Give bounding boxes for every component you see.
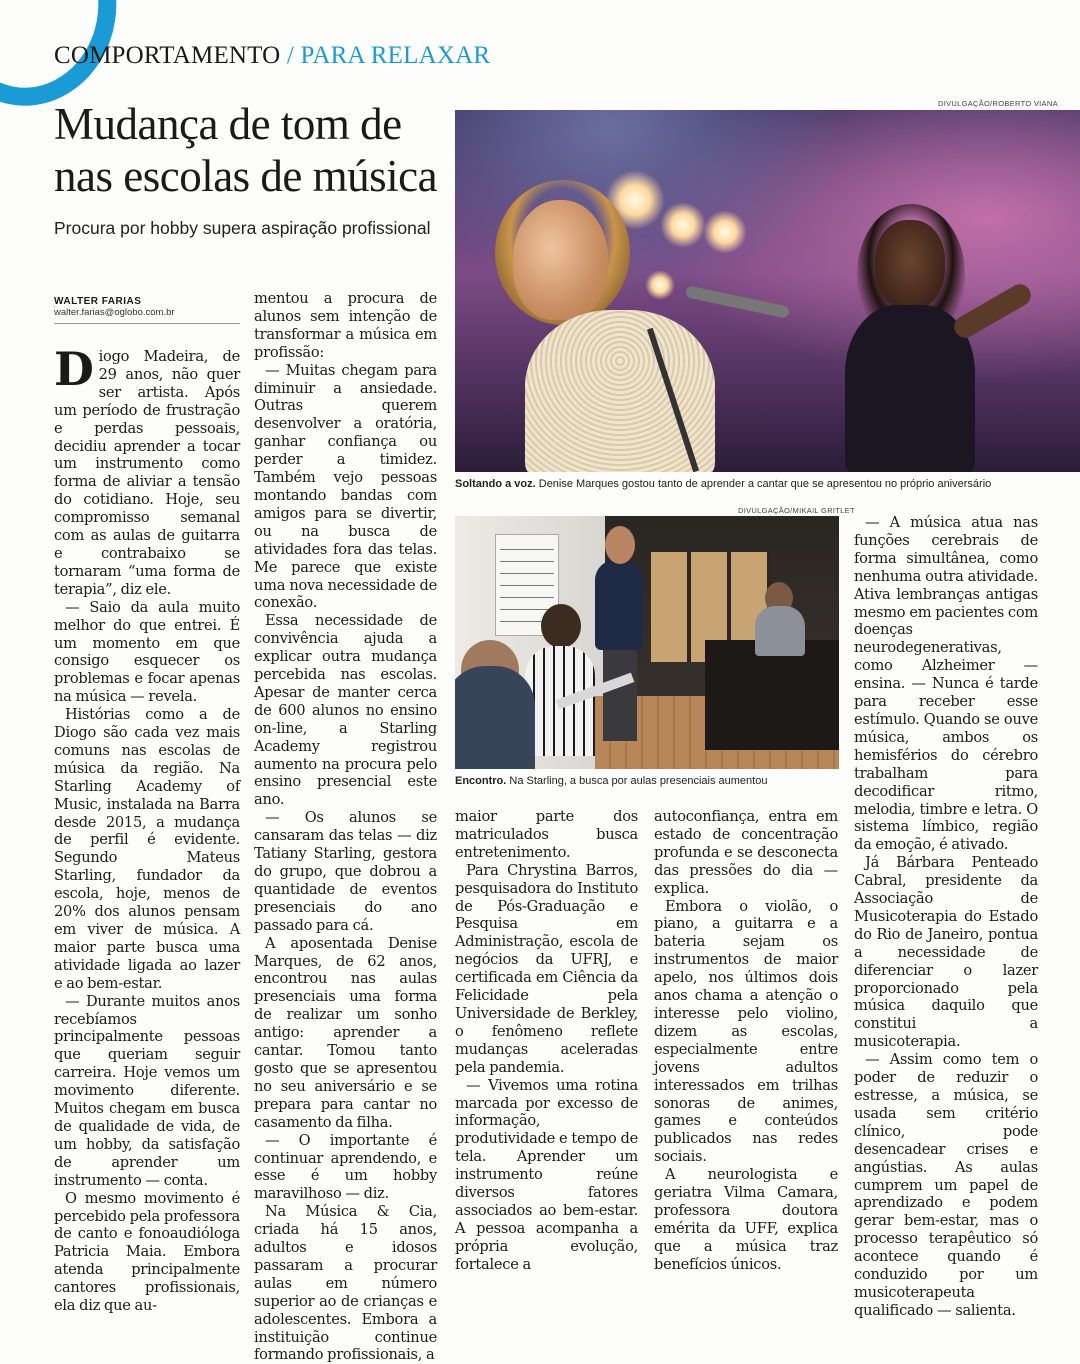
photo1-credit: DIVULGAÇÃO/ROBERTO VIANA [938, 99, 1058, 108]
paragraph: Diogo Madeira, de 29 anos, não quer ser artista. Após um período de frustração e perdas pessoais, decidiu aprender a tocar um instrumento como forma de aliviar a tensão do cotidiano. Hoje, seu compromisso semanal com as aulas de guitarra e contrabaixo se tornaram “uma forma de terapia”, diz ele. [54, 342, 240, 598]
photo-classroom [455, 516, 839, 769]
author-email: walter.farias@oglobo.com.br [54, 307, 175, 318]
photo1-caption [455, 478, 991, 490]
byline-divider [54, 323, 240, 324]
photo2-caption-text: Na Starling, a busca por aulas presenciais aumentou [506, 775, 768, 787]
paragraph: A neurologista e geriatra Vilma Camara, professora doutora emérita da UFF, explica que a música traz benefícios únicos. [654, 1166, 838, 1273]
paragraph: Essa necessidade de convivência ajuda a explicar outra mudança percebida nas escolas. Apesar de manter cerca de 600 alunos no ensino on-line, a Starling Academy registrou aumento na procura pelo ensino presencial este ano. [254, 612, 437, 809]
paragraph: Para Chrystina Barros, pesquisadora do Instituto de Pós-Graduação e Pesquisa em Administração, escola de negócios da UFRJ, e certificada em Ciência da Felicidade pela Universidade de Berkley, o fenômeno reflete mudanças aceleradas pela pandemia. [455, 861, 638, 1076]
paragraph: mentou a procura de alunos sem intenção de transformar a música em profissão: [254, 290, 437, 361]
paragraph: — A música atua nas funções cerebrais de forma simultânea, como nenhuma outra atividade. Ativa lembranças antigas mesmo em pacientes com doenças neurodegenerativas, como Alzheimer — ensina. — Nunca é tarde para receber esse estímulo. Quando se ouve música, ambos os hemisférios do cérebro trabalham para decodificar ritmo, melodia, timbre e letra. O sistema límbico, região da emoção, é ativado. [854, 514, 1038, 854]
subsection-label: PARA RELAXAR [300, 42, 491, 69]
section-header [54, 42, 490, 70]
photo2-credit: DIVULGAÇÃO/MIKAIL GRITLET [738, 506, 855, 515]
paragraph: Já Bárbara Penteado Cabral, presidente da Associação de Musicoterapia do Estado do Rio de Janeiro, pontua a necessidade de diferenciar o lazer proporcionado pela música daquilo que constitui a musicoterapia. [854, 854, 1038, 1051]
photo1-caption-lead: Soltando a voz. [455, 478, 536, 490]
section-label: COMPORTAMENTO [54, 42, 281, 69]
paragraph: A aposentada Denise Marques, de 62 anos, encontrou nas aulas presenciais uma forma de realizar um sonho antigo: aprender a cantar. Tomou tanto gosto que se apresentou no seu aniversário e se prepara para cantar no casamento da filha. [254, 934, 437, 1131]
photo-singers [455, 110, 1080, 472]
body-column-1 [54, 342, 240, 1315]
paragraph: O mesmo movimento é percebido pela professora de canto e fonoaudióloga Patricia Maia. Embora atenda principalmente cantores profissionais, ela diz que au- [54, 1189, 240, 1315]
paragraph: — Saio da aula muito melhor do que entrei. É um momento em que consigo esquecer os problemas e focar apenas na música — revela. [54, 598, 240, 706]
body-column-4 [654, 808, 838, 1274]
photo2-caption-lead: Encontro. [455, 775, 507, 787]
paragraph: maior parte dos matriculados busca entretenimento. [455, 808, 638, 861]
photo2-caption [455, 775, 767, 787]
byline [54, 296, 175, 318]
drop-cap: D [54, 342, 94, 396]
paragraph: — Vivemos uma rotina marcada por excesso de informação, produtividade e tempo de tela. Aprender um instrumento reúne diversos fatores associados ao bem-estar. A pessoa acompanha a própria evolução, fortalece a [455, 1076, 638, 1273]
author-name: WALTER FARIAS [54, 296, 142, 307]
paragraph: — Assim como tem o poder de reduzir o estresse, a música, se usada sem critério clínico, pode desencadear crises e angústias. As aulas cumprem um papel de aprendizado e podem gerar bem-estar, mas o processo terapêutico só acontece quando é conduzido por um musicoterapeuta qualificado — salienta. [854, 1051, 1038, 1319]
paragraph: — O importante é continuar aprendendo, e esse é um hobby maravilhoso — diz. [254, 1131, 437, 1203]
body-column-2 [254, 290, 437, 1364]
paragraph: autoconfiança, entra em estado de concentração profunda e se desconecta das pressões do dia — explica. [654, 808, 838, 897]
paragraph: Embora o violão, o piano, a guitarra e a bateria sejam os instrumentos de maior apelo, nos últimos dois anos chama a atenção o interesse pelo violino, dizem as escolas, especialmente entre jovens adultos interessados em trilhas sonoras de animes, games e conteúdos publicados nas redes sociais. [654, 897, 838, 1166]
headline: Mudança de tom de nas escolas de música [54, 99, 438, 201]
paragraph: — Os alunos se cansaram das telas — diz Tatiany Starling, gestora do grupo, que dobrou a quantidade de eventos presenciais do ano passado para cá. [254, 809, 437, 934]
subheadline: Procura por hobby supera aspiração profissional [54, 218, 431, 238]
photo1-caption-text: Denise Marques gostou tanto de aprender a cantar que se apresentou no próprio aniversário [535, 478, 992, 490]
paragraph: Na Música & Cia, criada há 15 anos, adultos e idosos passaram a procurar aulas em número superior ao de crianças e adolescentes. Embora a instituição continue formando profissionais, a [254, 1203, 437, 1364]
body-column-5 [854, 514, 1038, 1320]
paragraph: Histórias como a de Diogo são cada vez mais comuns nas escolas de música da região. Na Starling Academy of Music, instalada na Barra desde 2015, a mudança de perfil é evidente. Segundo Mateus Starling, fundador da escola, hoje, menos de 20% dos alunos pensam em viver de música. A maior parte busca uma atividade ligada ao lazer e ao bem-estar. [54, 706, 240, 992]
paragraph: — Muitas chegam para diminuir a ansiedade. Outras querem desenvolver a oratória, ganhar confiança ou perder a timidez. Também vejo pessoas montando bandas com amigos para se divertir, ou na busca de atividades fora das telas. Me parece que existe uma nova necessidade de conexão. [254, 361, 437, 612]
section-separator: / [286, 42, 295, 69]
paragraph: — Durante muitos anos recebíamos principalmente pessoas que queriam seguir carreira. Hoje vemos um movimento diferente. Muitos chegam em busca de qualidade de vida, de um hobby, da satisfação de aprender um instrumento — conta. [54, 992, 240, 1189]
body-column-3 [455, 808, 638, 1274]
